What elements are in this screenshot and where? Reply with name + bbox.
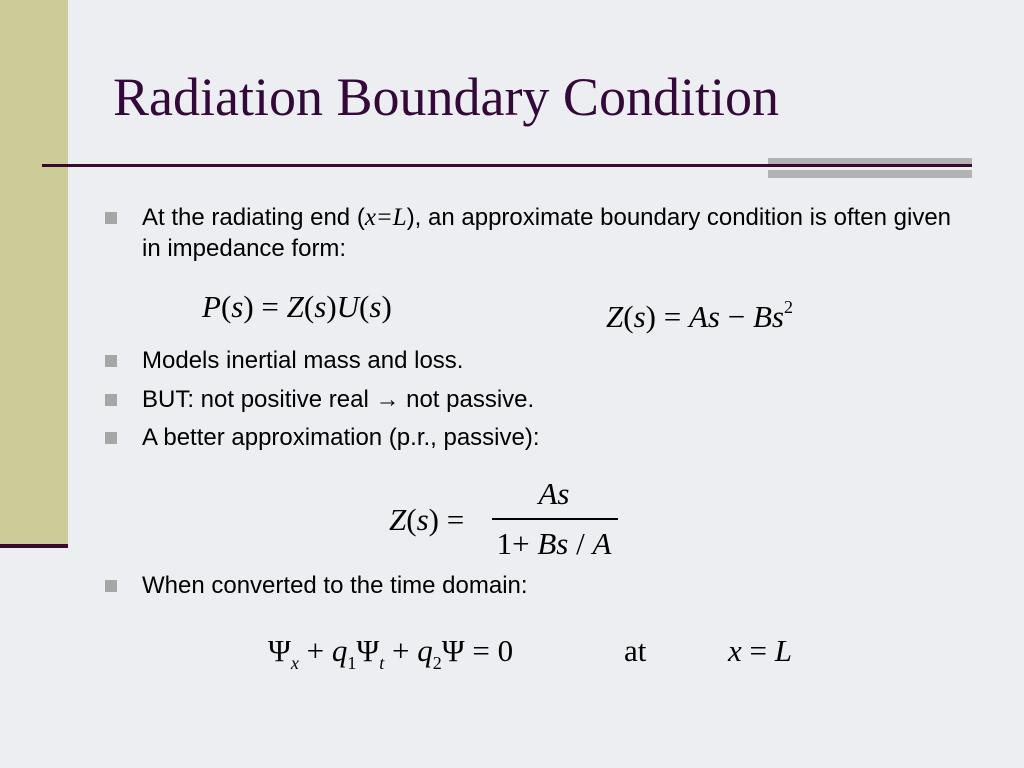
arrow-icon: → xyxy=(375,386,400,413)
equation-impedance-model: $Z(s) = As - Bs^2$ xyxy=(606,297,793,334)
fraction-denominator: 1+ Bs / A xyxy=(496,526,612,561)
bullet-marker xyxy=(105,432,117,444)
bullet-text-3 xyxy=(142,384,972,415)
equation-pr-impedance-lhs: Z(s) = xyxy=(389,502,465,537)
side-bar-underline xyxy=(0,544,68,548)
fraction-bar xyxy=(492,518,618,520)
bullet-3-text-before: BUT: not positive real xyxy=(142,386,376,413)
equation-at-word: at xyxy=(624,633,647,668)
bullet-text-4: A better approximation (p.r., passive): xyxy=(142,424,540,451)
equation-time-domain: $\Psi_x + q_1\Psi_t + q_2\Psi = 0$ xyxy=(268,633,514,673)
fraction-numerator: As xyxy=(538,476,570,511)
bullet-1-text-before: At the radiating end ( xyxy=(142,204,365,231)
equation-exponent: 2 xyxy=(783,297,793,317)
bullet-text-1 xyxy=(142,202,972,264)
bullet-1-text-after: ), an approximate boundary condition is often given in impedance form: xyxy=(142,204,952,262)
bullet-marker xyxy=(105,212,117,224)
side-bar-decoration xyxy=(0,0,68,545)
equation-condition: x = L xyxy=(728,633,792,668)
bullet-marker xyxy=(105,355,117,367)
equation-impedance-form: P(s) = Z(s)U(s) xyxy=(202,289,392,324)
bullet-3-text-after: not passive. xyxy=(399,386,535,413)
bullet-text-2: Models inertial mass and loss. xyxy=(142,347,464,374)
bullet-marker xyxy=(105,394,117,406)
slide-title: Radiation Boundary Condition xyxy=(113,67,779,127)
bullet-text-5: When converted to the time domain: xyxy=(142,572,528,599)
bullet-marker xyxy=(105,580,117,592)
title-rule xyxy=(42,164,972,167)
bullet-1-math: x=L xyxy=(364,204,407,231)
title-rule-grey-bottom xyxy=(768,170,972,178)
